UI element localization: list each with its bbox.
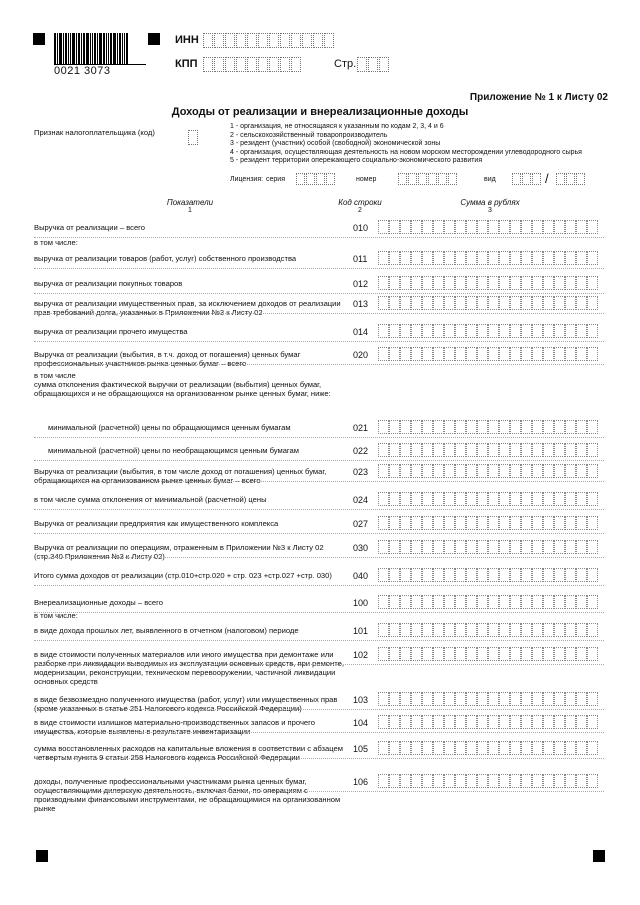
license-type-field-2[interactable] — [556, 173, 586, 185]
row-code: 040 — [353, 571, 369, 581]
row-code: 103 — [353, 695, 369, 705]
row-code: 022 — [353, 446, 369, 456]
row-label: выручка от реализации покупных товаров — [34, 279, 183, 288]
row-label: в виде стоимости полученных материалов или иного имущества при демонтаже или разборке при ликвидации выводимых из эксплуатации основных средств, при ремонте, модернизации, реконструкции, техническом перевооружении, частичной ликвидации основных средств — [34, 650, 344, 686]
license-type-separator: / — [545, 171, 549, 186]
column-header-sum: Сумма в рублях — [460, 198, 520, 207]
row-label: Внереализационные доходы – всего — [34, 598, 163, 607]
row-code: 020 — [353, 350, 369, 360]
row-divider — [34, 481, 604, 482]
taxpayer-sign-options — [230, 123, 610, 166]
registration-marker-top-right — [148, 33, 160, 45]
license-label: Лицензия: — [230, 176, 264, 183]
row-label: Выручка от реализации – всего — [34, 223, 145, 232]
amount-field[interactable] — [378, 540, 598, 554]
column-number-sum: 3 — [488, 207, 492, 214]
taxpayer-option: 5 - резидент территории опережающего социально-экономического развития — [230, 157, 483, 164]
kpp-field[interactable] — [203, 57, 302, 72]
column-number-indicator: 1 — [188, 207, 192, 214]
row-code: 030 — [353, 543, 369, 553]
taxpayer-option: 2 - сельскохозяйственный товаропроизводитель — [230, 131, 388, 139]
barcode-number: 0021 3073 — [54, 64, 146, 77]
inn-label: ИНН — [175, 34, 199, 46]
row-divider — [34, 791, 604, 792]
license-series-label: серия — [266, 176, 285, 183]
row-code: 011 — [353, 254, 368, 264]
barcode — [54, 33, 146, 65]
amount-field[interactable] — [378, 347, 598, 361]
row-code: 010 — [353, 223, 369, 233]
amount-field[interactable] — [378, 464, 598, 478]
amount-field[interactable] — [378, 741, 598, 755]
page-label: Стр. — [334, 58, 357, 70]
amount-field[interactable] — [378, 296, 598, 310]
row-divider — [34, 437, 604, 438]
taxpayer-option: 1 - организация, не относящаяся к указанным по кодам 2, 3, 4 и 6 — [230, 123, 444, 130]
amount-field[interactable] — [378, 774, 598, 788]
registration-marker-top-left — [33, 33, 45, 45]
row-label: Выручка от реализации по операциям, отраженным в Приложении №3 к Листу 02 (стр.340 Приложения №3 к Листу 02) — [34, 543, 324, 561]
amount-field[interactable] — [378, 251, 598, 265]
registration-marker-bottom-left — [36, 850, 48, 862]
license-series-field[interactable] — [296, 173, 336, 185]
amount-field[interactable] — [378, 220, 598, 234]
amount-field[interactable] — [378, 324, 598, 338]
row-label: выручка от реализации имущественных прав, за исключением доходов от реализации прав требований долга, указанных в Приложении №3 к Листу 02 — [34, 299, 341, 317]
row-code: 102 — [353, 650, 369, 660]
row-label: сумма восстановленных расходов на капитальные вложения в соответствии с абзацем четвертым пункта 9 статьи 258 Налогового кодекса Российской Федерации — [34, 744, 343, 762]
row-code: 106 — [353, 777, 369, 787]
amount-field[interactable] — [378, 443, 598, 457]
row-code: 100 — [353, 598, 369, 608]
row-divider — [34, 758, 604, 759]
row-label: выручка от реализации товаров (работ, услуг) собственного производства — [34, 254, 297, 263]
row-divider — [34, 664, 604, 665]
amount-field[interactable] — [378, 568, 598, 582]
row-divider — [34, 293, 604, 294]
license-type-label: вид — [484, 176, 496, 183]
amount-field[interactable] — [378, 692, 598, 706]
row-label: Выручка от реализации предприятия как имущественного комплекса — [34, 519, 279, 528]
amount-field[interactable] — [378, 647, 598, 661]
page-title: Доходы от реализации и внереализационные доходы — [171, 106, 469, 118]
row-label: сумма отклонения фактической выручки от реализации (выбытия) ценных бумаг, обращающихся и не обращающихся на организованном рынке ценных бумаг, ниже: — [34, 380, 331, 398]
row-divider — [34, 709, 604, 710]
row-code: 012 — [353, 279, 369, 289]
amount-field[interactable] — [378, 623, 598, 637]
amount-field[interactable] — [378, 420, 598, 434]
amount-field[interactable] — [378, 276, 598, 290]
row-code: 101 — [353, 626, 369, 636]
row-code: 105 — [353, 744, 369, 754]
row-divider — [34, 533, 604, 534]
row-divider — [34, 640, 604, 641]
column-header-line-code: Код строки — [338, 198, 382, 207]
row-label: в том числе — [34, 371, 76, 380]
page-number-field[interactable] — [357, 57, 390, 72]
taxpayer-sign-label: Признак налогоплательщика (код) — [34, 128, 155, 137]
row-label: в том числе: — [34, 238, 78, 247]
row-divider — [34, 313, 604, 314]
row-divider — [34, 557, 604, 558]
row-divider — [34, 341, 604, 342]
row-label: в виде дохода прошлых лет, выявленного в отчетном (налоговом) периоде — [34, 626, 299, 635]
registration-marker-bottom-right — [593, 850, 605, 862]
row-label: в виде безвозмездно полученного имущества (работ, услуг) или имущественных прав (кроме указанных в статье 251 Налогового кодекса Российской Федерации) — [34, 695, 338, 713]
column-header-indicator: Показатели — [166, 198, 214, 207]
row-label: Выручка от реализации (выбытия, в т.ч. доход от погашения) ценных бумаг профессиональных участников рынка ценных бумаг – всего — [34, 350, 301, 368]
row-label: в том числе сумма отклонения от минимальной (расчетной) цены — [34, 495, 267, 504]
row-divider — [34, 268, 604, 269]
appendix-label: Приложение № 1 к Листу 02 — [469, 92, 608, 103]
row-label: в том числе: — [34, 611, 78, 620]
row-divider — [34, 364, 604, 365]
row-code: 024 — [353, 495, 369, 505]
row-divider — [34, 509, 604, 510]
row-label: выручка от реализации прочего имущества — [34, 327, 188, 336]
row-code: 023 — [353, 467, 369, 477]
taxpayer-option: 3 - резидент (участник) особой (свободной) экономической зоны — [230, 140, 441, 147]
row-code: 021 — [353, 423, 369, 433]
taxpayer-option: 4 - организация, осуществляющая деятельность на новом морском месторождении углеводородного сырья — [230, 148, 582, 156]
row-label: доходы, полученные профессиональными участниками рынка ценных бумаг, осуществляющими дилерскую деятельность, включая банки, по операциям с производными финансовыми инструментами, не обращающимися на организованном рынке — [34, 777, 341, 813]
amount-field[interactable] — [378, 492, 598, 506]
row-code: 027 — [353, 519, 369, 529]
row-code: 013 — [353, 299, 369, 309]
row-divider — [34, 460, 604, 461]
license-type-field-1[interactable] — [512, 173, 542, 185]
row-label: минимальной (расчетной) цены по необращающимся ценным бумагам — [48, 446, 299, 455]
amount-field[interactable] — [378, 595, 598, 609]
taxpayer-sign-field[interactable] — [188, 130, 199, 145]
row-divider — [34, 732, 604, 733]
row-label: минимальной (расчетной) цены по обращающимся ценным бумагам — [48, 423, 291, 432]
row-divider — [34, 585, 604, 586]
amount-field[interactable] — [378, 516, 598, 530]
license-number-field[interactable] — [398, 173, 458, 185]
row-code: 014 — [353, 327, 369, 337]
amount-field[interactable] — [378, 715, 598, 729]
kpp-label: КПП — [175, 58, 198, 70]
row-label: Итого сумма доходов от реализации (стр.010+стр.020 + стр. 023 +стр.027 +стр. 030) — [34, 571, 332, 580]
license-number-label: номер — [356, 176, 377, 183]
row-label: в виде стоимости излишков материально-производственных запасов и прочего имущества, которые выявлены в результате инвентаризации — [34, 718, 315, 736]
inn-field[interactable] — [203, 33, 335, 48]
row-code: 104 — [353, 718, 369, 728]
column-number-line-code: 2 — [358, 207, 362, 214]
row-label: Выручка от реализации (выбытия, в том числе доход от погашения) ценных бумаг, обращающихся на организованном рынке ценных бумаг – всего — [34, 467, 327, 485]
